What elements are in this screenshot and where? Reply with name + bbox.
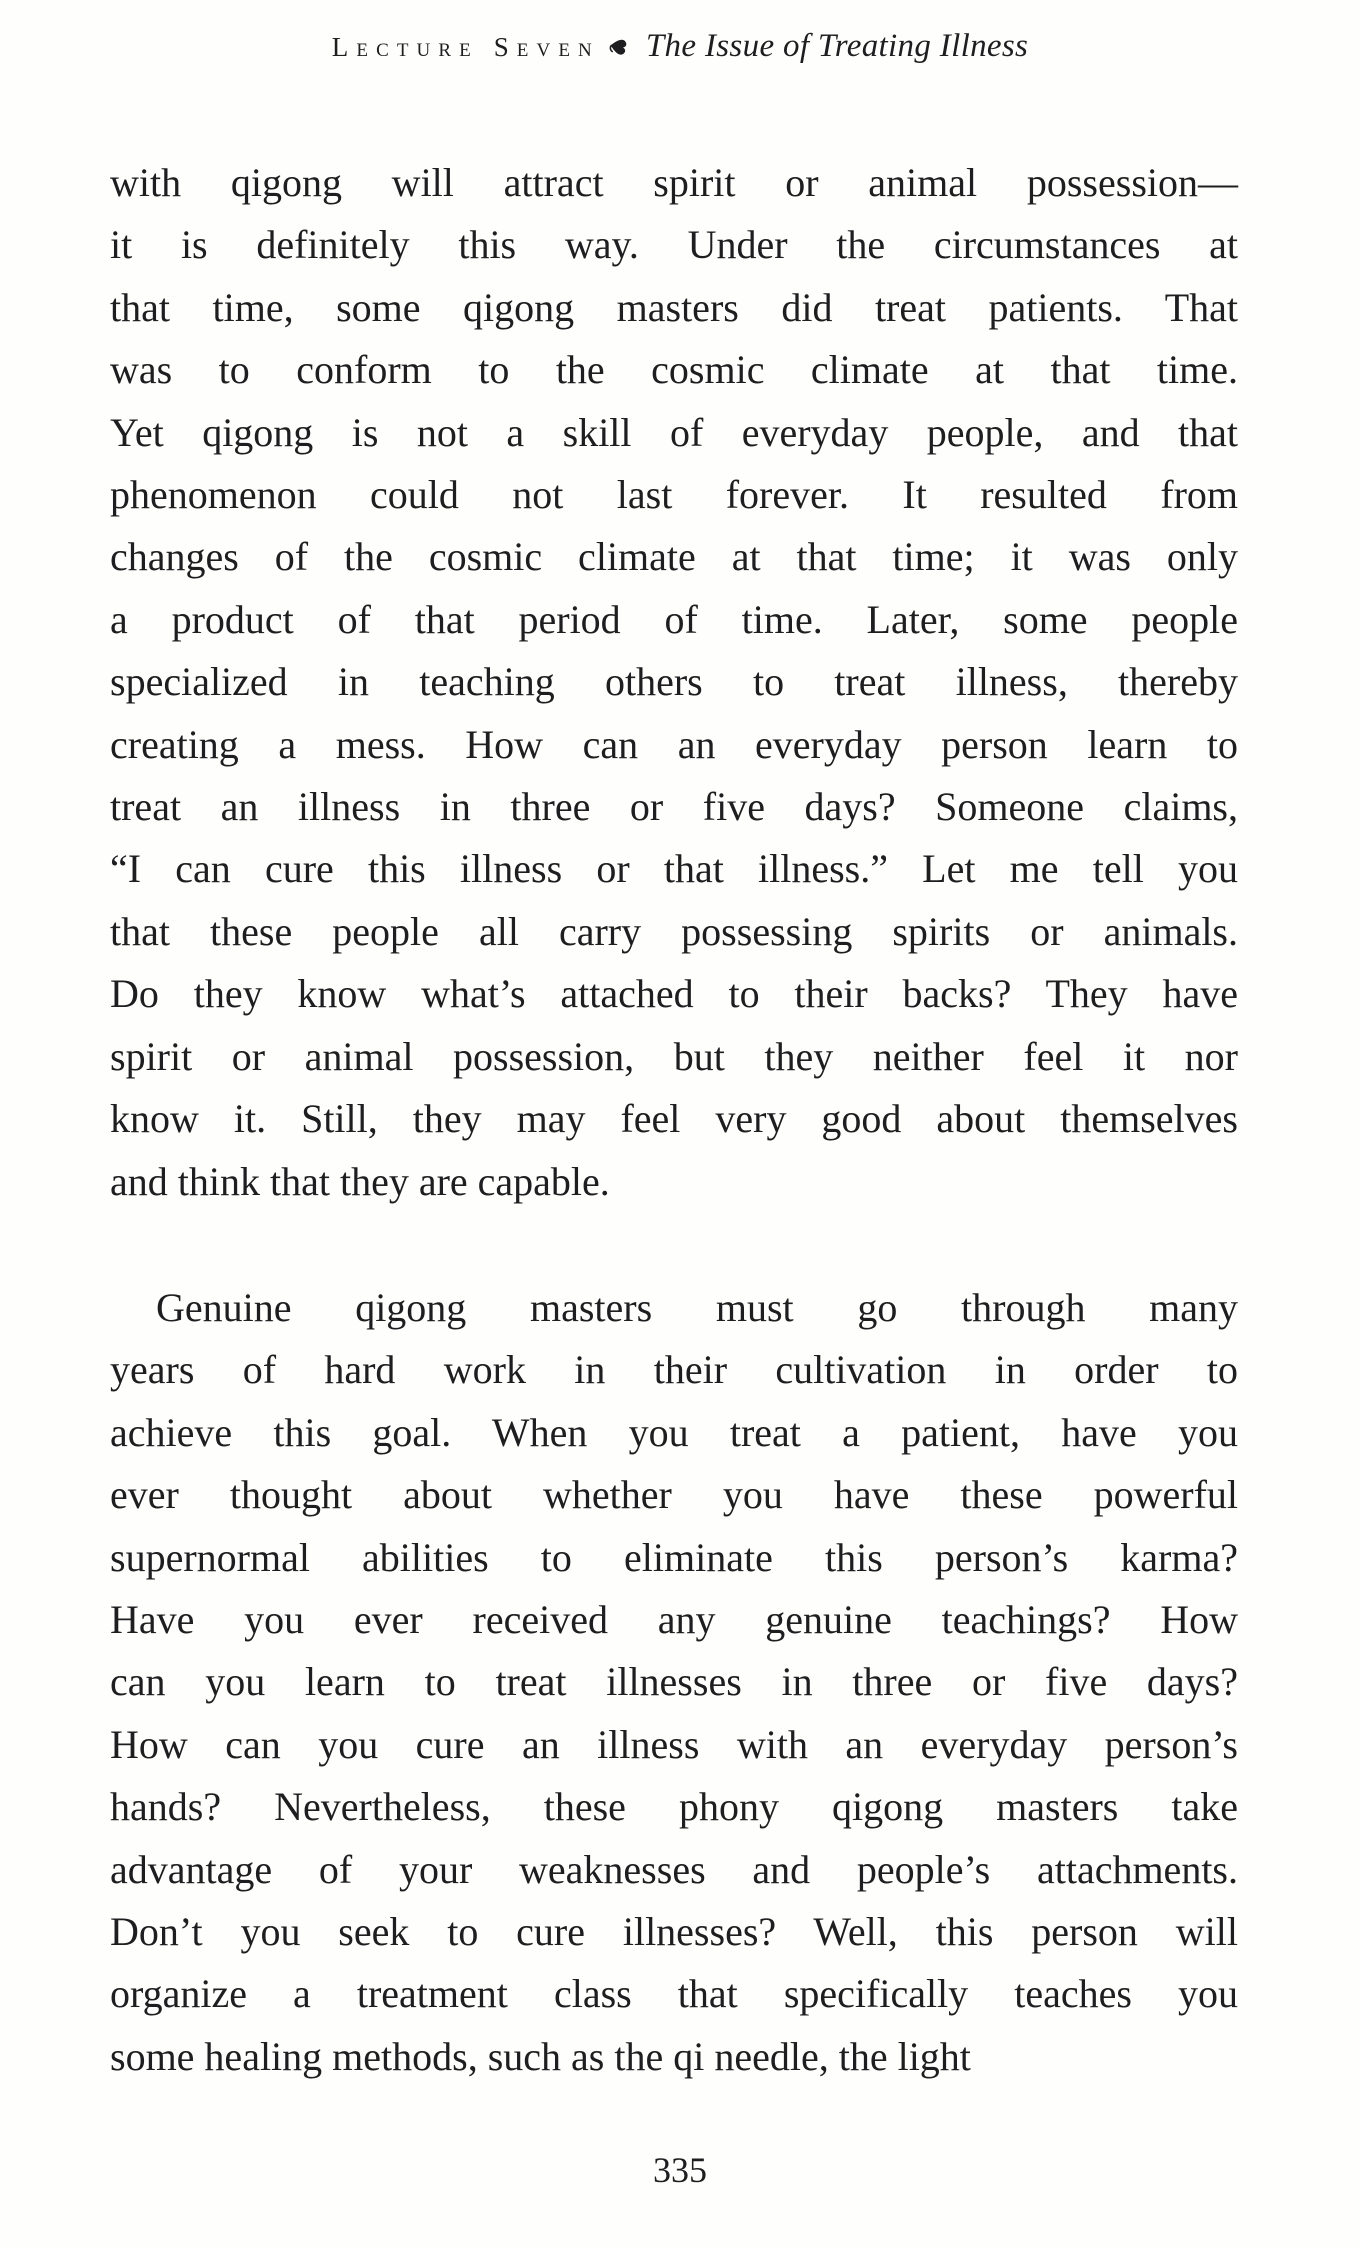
text-line: specialized in teaching others to treat illness, thereby — [110, 659, 1238, 705]
body-text — [110, 152, 1238, 2088]
text-line: changes of the cosmic climate at that time; it was only — [110, 534, 1238, 580]
text-line: that these people all carry possessing spirits or animals. — [110, 908, 1238, 954]
paragraph — [110, 152, 1238, 1213]
header-section-name: Lecture Seven — [331, 32, 600, 62]
aldus-leaf-icon — [608, 34, 632, 60]
text-line: Don’t you seek to cure illnesses? Well, this person will — [110, 1908, 1238, 1954]
text-line: years of hard work in their cultivation in order to — [110, 1347, 1238, 1393]
text-line: was to conform to the cosmic climate at that time. — [110, 347, 1238, 393]
text-line: and think that they are capable. — [110, 1158, 610, 1204]
page-number: 335 — [653, 2150, 707, 2190]
text-line: know it. Still, they may feel very good about themselves — [110, 1096, 1238, 1142]
text-line: it is definitely this way. Under the circumstances at — [110, 222, 1238, 268]
text-line: that time, some qigong masters did treat patients. That — [110, 284, 1238, 330]
text-line: organize a treatment class that specifically teaches you — [110, 1971, 1238, 2017]
text-line: hands? Nevertheless, these phony qigong masters take — [110, 1784, 1238, 1830]
text-line: can you learn to treat illnesses in three or five days? — [110, 1659, 1238, 1705]
text-line: a product of that period of time. Later, some people — [110, 596, 1238, 642]
text-line: Have you ever received any genuine teachings? How — [110, 1596, 1238, 1642]
text-line: creating a mess. How can an everyday person learn to — [110, 721, 1238, 767]
text-line: Genuine qigong masters must go through many — [156, 1284, 1238, 1330]
text-line: advantage of your weaknesses and people’s attachments. — [110, 1846, 1238, 1892]
running-header — [0, 26, 1360, 72]
text-line: How can you cure an illness with an everyday person’s — [110, 1721, 1238, 1767]
text-line: treat an illness in three or five days? Someone claims, — [110, 784, 1238, 830]
text-line: some healing methods, such as the qi needle, the light — [110, 2033, 971, 2079]
text-line: supernormal abilities to eliminate this person’s karma? — [110, 1534, 1238, 1580]
text-line: spirit or animal possession, but they neither feel it nor — [110, 1033, 1238, 1079]
text-line: phenomenon could not last forever. It resulted from — [110, 472, 1238, 518]
text-line: with qigong will attract spirit or animal possession— — [110, 160, 1238, 205]
text-line: Yet qigong is not a skill of everyday people, and that — [110, 409, 1238, 455]
header-chapter-title: The Issue of Treating Illness — [645, 28, 1029, 64]
text-line: ever thought about whether you have these powerful — [110, 1472, 1238, 1518]
text-line: achieve this goal. When you treat a patient, have you — [110, 1409, 1238, 1455]
text-line: Do they know what’s attached to their backs? They have — [110, 971, 1238, 1017]
text-line: “I can cure this illness or that illness.” Let me tell you — [110, 846, 1238, 892]
paragraph — [110, 1277, 1238, 2088]
